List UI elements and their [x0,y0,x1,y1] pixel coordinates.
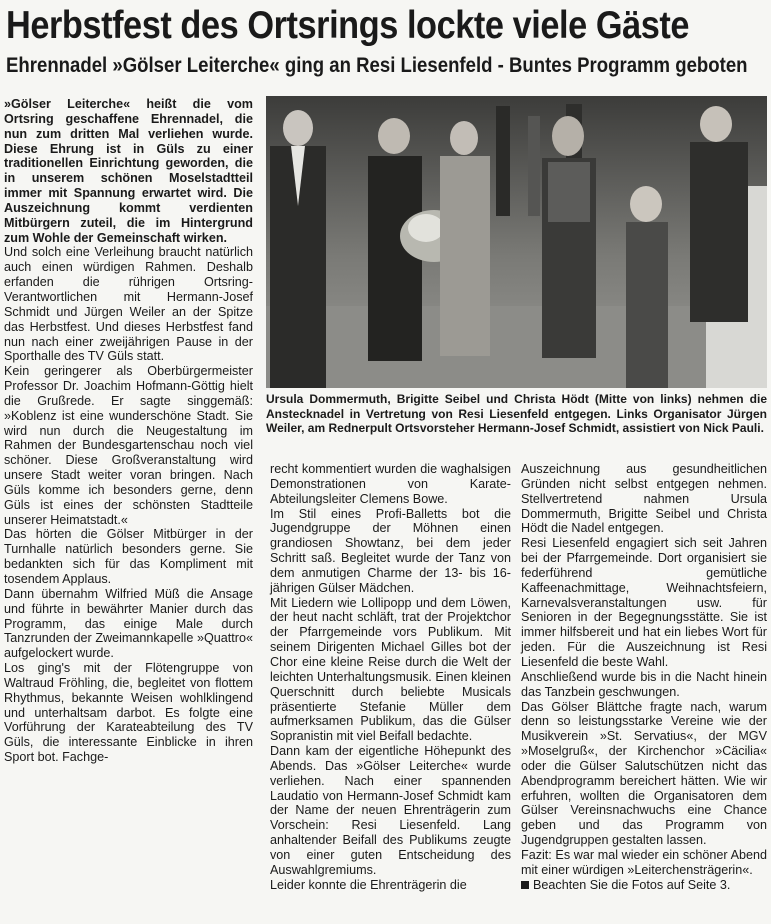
article-column-3 [521,462,767,892]
paragraph: Das hörten die Gölser Mitbürger in der Turnhalle natürlich besonders gerne. Sie bedankten sich für das Kompliment mit tosendem Applaus. [4,527,253,586]
paragraph: Und solch eine Verleihung braucht natürlich auch einen würdigen Rahmen. Deshalb erfanden die rührigen Ortsring-Verantwortlichen mit Hermann-Josef Schmidt und Jürgen Weiler an der Spitze das Herbstfest. Und dieses Herbstfest fand nun nach einer zweijährigen Pause in der Sporthalle des TV Güls statt. [4,245,253,364]
article-column-1 [4,97,253,765]
paragraph: Leider konnte die Ehrenträgerin die [270,877,467,892]
subheadline: Ehrennadel »Gölser Leiterche« ging an Resi Liesenfeld - Buntes Programm geboten [6,54,748,77]
paragraph: Fazit: Es war mal wieder ein schöner Abend mit einer würdigen »Leiterchensträgerin«. [521,847,767,877]
paragraph: recht kommentiert wurden die waghalsigen Demonstrationen von Karate-Abteilungsleiter Clemens Bowe. [270,462,511,506]
bullet-square-icon [521,881,529,889]
lead-paragraph: »Gölser Leiterche« heißt die vom Ortsring geschaffene Ehrennadel, die nun zum dritten Mal verliehen wurde. Diese Ehrung ist in Güls zu einer traditionellen Einrichtung geworden, die in unserem schönen Moselstadtteil immer mit Spannung erwartet wird. Die Auszeichnung kommt verdienten Mitbürgern zuteil, die im Hintergrund zum Wohle der Gemeinschaft wirken. [4,97,253,245]
paragraph: Im Stil eines Profi-Balletts bot die Jugendgruppe der Möhnen einen grandiosen Showtanz, bei dem jeder Schritt saß. Begleitet wurde der Tanz von dem anmutigen Charme der 13- bis 16-jährigen Gülser Mädchen. [270,506,511,595]
paragraph: Kein geringerer als Oberbürgermeister Professor Dr. Joachim Hofmann-Göttig hielt die Grußrede. Er sagte singgemäß: »Koblenz ist eine wunderschöne Stadt. Sie wird nun durch die Neugestaltung im Rahmen der Bundesgartenschau noch viel schöner. Diese Großveranstaltung wird unsere Stadt weiter voran bringen. Nach Güls komme ich besonders gerne, denn Güls ist eines der schönsten Stadtteile unserer Heimatstadt.« [4,364,253,527]
paragraph: Anschließend wurde bis in die Nacht hinein das Tanzbein geschwungen. [521,669,767,699]
event-photo [266,96,767,388]
paragraph: Dann übernahm Wilfried Müß die Ansage und führte in bewährter Manier durch das Programm, das einige Male durch Tanzrunden der Zweimannkapelle »Quattro« aufgelockert wurde. [4,586,253,661]
page-reference-text: Beachten Sie die Fotos auf Seite 3. [533,877,731,892]
page-reference-note [521,878,767,893]
paragraph: Auszeichnung aus gesundheitlichen Gründen nicht selbst entgegen nehmen. Stellvertretend nahmen Ursula Dommermuth, Brigitte Seibel und Christa Hödt die Nadel entgegen. [521,462,767,536]
paragraph: Mit Liedern wie Lollipopp und dem Löwen, der heut nacht schläft, trat der Projektchor der Pfarrgemeinde vors Publikum. Mit seinem Dirigenten Michael Gilles bot der Chor eine kleine Reise durch die Welt der leichten Unterhaltungsmusik. Einen kleinen Querschnitt durch beliebte Musicals präsentierte Stefanie Müller dem aufmerksamen Publikum, das die Gülser Sopranistin mit viel Beifall bedachte. [270,595,511,744]
paragraph: Das Gölser Blättche fragte nach, warum denn so leistungsstarke Vereine wie der Musikverein »St. Servatius«, der MGV »Moselgruß«, der Kirchenchor »Cäcilia« oder die Gülser Salutschützen nicht das Abendprogramm bereichert hätten. Wie wir erfuhren, wollten die Organisatoren dem Gülser Vereinsnachwuchs eine Chance geben und das Programm von Jugendgruppen gestalten lassen. [521,699,767,848]
photo-caption: Ursula Dommermuth, Brigitte Seibel und Christa Hödt (Mitte von links) nehmen die Anstecknadel in Vertretung von Resi Liesenfeld entgegen. Links Organisator Jürgen Weiler, am Rednerpult Ortsvorsteher Hermann-Josef Schmidt, assistiert von Nick Pauli. [266,392,767,436]
article-column-2 [270,462,511,892]
event-photo-illustration [266,96,767,388]
paragraph: Dann kam der eigentliche Höhepunkt des Abends. Das »Gölser Leiterche« wurde verliehen. Nach einer spannenden Laudatio von Hermann-Josef Schmidt kam der Name der neuen Ehrenträgerin zum Vorschein: Resi Liesenfeld. Lang anhaltender Beifall des Publikums zeugte von einer guten Entscheidung des Auswahlgremiums. [270,744,511,877]
headline: Herbstfest des Ortsrings lockte viele Gäste [6,4,690,47]
paragraph: Los ging's mit der Flötengruppe von Waltraud Fröhling, die, begleitet von flottem Rhythmus, bekannte Weisen wohlklingend und unterhaltsam darbot. Es folgte eine Vorführung der Karateabteilung des TV Güls, die interessante Einblicke in ihren Sport bot. Fachge- [4,661,253,765]
paragraph: Resi Liesenfeld engagiert sich seit Jahren bei der Pfarrgemeinde. Dort organisiert sie federführend gemütliche Kaffeenachmittage, Weihnachtsfeiern, Karnevalsveranstaltungen usw. für Senioren in der Begegnungsstätte. Sie ist immer hilfsbereit und hat ein liebes Wort für jeden. Für die Auszeichnung ist Resi Liesenfeld die beste Wahl. [521,536,767,669]
